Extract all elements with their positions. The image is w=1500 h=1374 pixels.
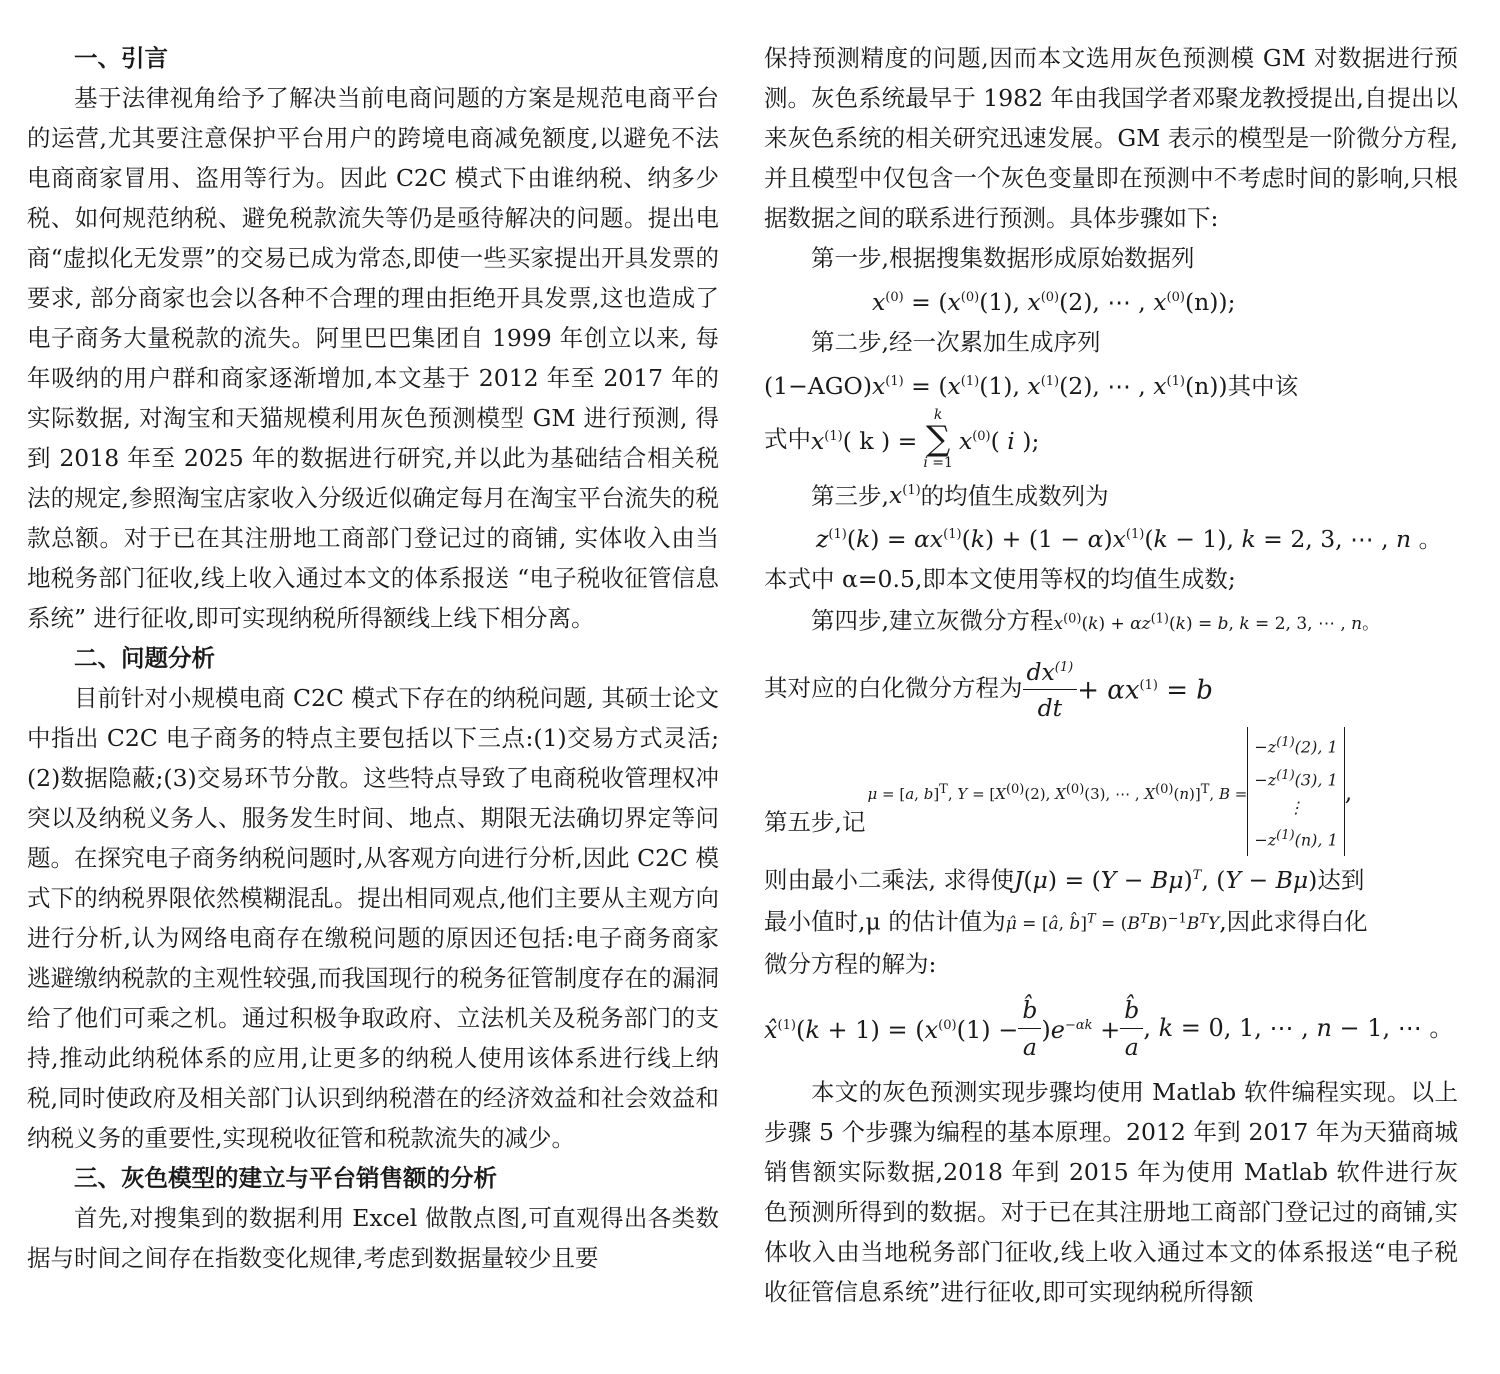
section-heading-intro: 一、引言 bbox=[74, 44, 168, 72]
least-squares-text-2: 达到 bbox=[1317, 865, 1365, 894]
least-squares-line-1: 则由最小二乘法, 求得使$J(\mu) = (Y - B\mu)^T$, (Y − Bμ)达到 bbox=[764, 865, 1365, 894]
step-two-tail: 其中该 bbox=[1227, 371, 1299, 400]
equation-solution: x̂$^{(1)}$(k + $1) = (x^{(0)}(1)$ − $\frac{b̂}{a}$ )$e^{-\alpha k}$ + $\frac{b̂}{a}$ , k = 0, 1, ⋯ , n − 1, ⋯ 。 bbox=[764, 988, 1458, 1068]
least-squares-text-3: 最小值时,μ 的估计值为 bbox=[764, 907, 1006, 936]
step-one: 第一步,根据搜集数据形成原始数据列 bbox=[811, 244, 1195, 272]
section-heading-problem: 二、问题分析 bbox=[74, 644, 215, 672]
least-squares-text-4: ,因此求得白化 bbox=[1219, 907, 1368, 936]
matrix-b: $-z^{(1)}(2)$, 1 $-z^{(1)}(3)$, 1 ⋮ $-z^{(1)}(n)$, 1 bbox=[1247, 727, 1344, 856]
step-two-prefix: 式中 bbox=[764, 424, 811, 453]
section-heading-grey-model: 三、灰色模型的建立与平台销售额的分析 bbox=[74, 1164, 497, 1192]
step-three-note: 本式中 α=0.5,即本文使用等权的均值生成数; bbox=[764, 565, 1236, 594]
step-four-pre: 第四步,建立灰微分方程 bbox=[811, 606, 1054, 635]
paragraph-implementation: 本文的灰色预测实现步骤均使用 Matlab 软件编程实现。以上步骤 5 个步骤为编程的基本原理。2012 年到 2017 年为天猫商城销售额实际数据,2018 年到 2015 年为使用 Matlab 软件进行灰色预测所得到的数据。对于已在其注册地工商部门登记过的商铺,实体收入由当地税务部门征收,线上收入通过本文的体系报送“电子税收征管信息系统”进行征收,即可实现纳税所得额 bbox=[764, 1078, 1458, 1307]
right-column bbox=[764, 38, 1458, 1312]
equation-cumsum: 式中 $x^{(1)}$( k ) = k ∑ i =1 $x^{(0)}$( i ); bbox=[764, 406, 1040, 471]
step-three-post: 的均值生成数列为 bbox=[920, 481, 1109, 510]
step-three-pre: 第三步, bbox=[811, 481, 889, 510]
equation-mean-series: $z^{(1)}(k) = \alpha x^{(1)}(k) + (1 - \alpha)x^{(1)}(k - 1)$, k = 2, 3, ⋯ , n 。 bbox=[816, 525, 1443, 554]
paragraph-grey-intro: 保持预测精度的问题,因而本文选用灰色预测模 GM 对数据进行预测。灰色系统最早于 1982 年由我国学者邓聚龙教授提出,自提出以来灰色系统的相关研究迅速发展。GM 表示的模型是一阶微分方程,并且模型中仅包含一个灰色变量即在预测中不考虑时间的影响,只根据数据之间的联系进行预测。具体步骤如下: bbox=[764, 44, 1458, 232]
fraction-b-over-a-1: $\frac{b̂}{a}$ bbox=[1018, 992, 1041, 1065]
paragraph-intro: 基于法律视角给予了解决当前电商问题的方案是规范电商平台的运营,尤其要注意保护平台用户的跨境电商减免额度,以避免不法电商商家冒用、盗用等行为。因此 C2C 模式下由谁纳税、纳多少税、如何规范纳税、避免税款流失等仍是亟待解决的问题。提出电商“虚拟化无发票”的交易已成为常态,即使一些买家提出开具发票的要求, 部分商家也会以各种不合理的理由拒绝开具发票,这也造成了电子商务大量税款的流失。阿里巴巴集团自 1999 年创立以来, 每年吸纳的用户群和商家逐渐增加,本文基于 2012 年至 2017 年的实际数据, 对淘宝和天猫规模利用灰色预测模型 GM 进行预测, 得到 2018 年至 2025 年的数据进行研究,并以此为基础结合相关税法的规定,参照淘宝店家收入分级近似确定每月在淘宝平台流失的税款总额。对于已在其注册地工商部门登记过的商铺, 实体收入由当地税务部门征收,线上收入通过本文的体系报送 “电子税收征管信息系统” 进行征收,即可实现纳税所得额线上线下相分离。 bbox=[27, 84, 719, 632]
paragraph-grey-model: 首先,对搜集到的数据利用 Excel 做散点图,可直观得出各类数据与时间之间存在指数变化规律,考虑到数据量较少且要 bbox=[27, 1204, 719, 1272]
equation-whitening: 其对应的白化微分方程为 $\frac{dx^{(1)}}{dt}$ + $\alpha x^{(1)} = b$ bbox=[764, 648, 1458, 728]
step-two: 第二步,经一次累加生成序列 bbox=[811, 327, 1101, 356]
derivative-fraction: $\frac{dx^{(1)}}{dt}$ bbox=[1023, 650, 1078, 727]
paragraph-problem: 目前针对小规模电商 C2C 模式下存在的纳税问题, 其硕士论文中指出 C2C 电子商务的特点主要包括以下三点:(1)交易方式灵活;(2)数据隐蔽;(3)交易环节分散。这些特点导致了电商税收管理权冲突以及纳税义务人、服务发生时间、地点、期限无法确切界定等问题。在探究电子商务纳税问题时,从客观方向进行分析,因此 C2C 模式下的纳税界限依然模糊混乱。提出相同观点,他们主要从主观方向进行分析,认为网络电商存在缴税问题的原因还包括:电子商务商家逃避缴纳税款的主观性较强,而我国现行的税务征管制度存在的漏洞给了他们可乘之机。通过积极争取政府、立法机关及税务部门的支持,推动此纳税体系的应用,让更多的纳税人使用该体系进行线上纳税,同时使政府及相关部门认识到纳税潜在的经济效益和社会效益和纳税义务的重要性,实现税收征管和税款流失的减少。 bbox=[27, 684, 719, 1152]
equation-step-five: 第五步,记 μ = [a, b]$^T$, $Y = [X^{(0)}(2)$, $X^{(0)}(3)$, ⋯ , $X^{(0)}(n)]^T$, B = $-z^{(1)}(2)$, 1 $-z^{(1)}(3)$, 1 ⋮ $-z^{(1)}(n)$, 1 , bbox=[764, 732, 1458, 852]
equation-ago-series: $(1-AGO)x^{(1)} = (x^{(1)}(1)$, $x^{(1)}(2)$, ⋯ , $x^{(1)}(n)$)其中该 bbox=[764, 371, 1299, 400]
step-four-white: 其对应的白化微分方程为 bbox=[764, 673, 1023, 702]
fraction-b-over-a-2: $\frac{b̂}{a}$ bbox=[1120, 992, 1143, 1065]
sum-symbol: k ∑ i =1 bbox=[923, 406, 953, 471]
step-four: 第四步,建立灰微分方程$x^{(0)}(k) + \alpha z^{(1)}(k) = b$, k = 2, 3, ⋯ , n。 bbox=[811, 606, 1380, 635]
step-five-pre: 第五步,记 bbox=[764, 807, 866, 836]
left-column bbox=[27, 38, 719, 1278]
least-squares-line-2: 最小值时,μ 的估计值为μ̂ = [â, b̂]$^T$ = $(B^TB)^{-1}B^TY$,因此求得白化 bbox=[764, 907, 1368, 936]
step-three: 第三步$,x^{(1)}$的均值生成数列为 bbox=[811, 481, 1109, 510]
least-squares-line-3: 微分方程的解为: bbox=[764, 950, 937, 979]
least-squares-text-1: 则由最小二乘法, 求得使 bbox=[764, 865, 1014, 894]
equation-original-series: $x^{(0)} = (x^{(0)}(1)$, $x^{(0)}(2)$, ⋯ , $x^{(0)}(n)$); bbox=[872, 287, 1236, 316]
